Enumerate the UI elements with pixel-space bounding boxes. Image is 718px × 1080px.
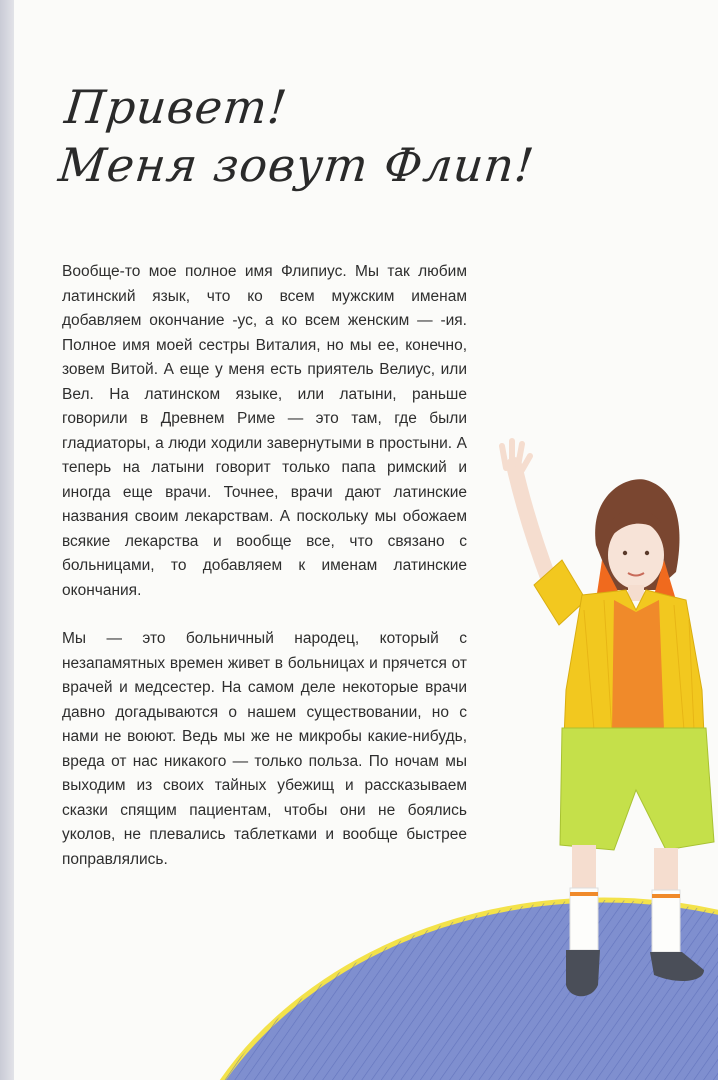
globe <box>164 900 718 1080</box>
title-line-2: Меня зовут Флип! <box>56 138 538 192</box>
girl-illustration <box>14 0 718 1080</box>
paragraph-1: Вообще-то мое полное имя Флипиус. Мы так любим латинский язык, что ко всем мужским именам добавляем окончание -ус, а ко всем женским — -ия. Полное имя моей сестры Виталия, но мы ее, конечно, зовем Витой. А еще у меня есть приятель Велиус, или Вел. На латинском языке, или латыни, раньше говорили в Древнем Риме — это там, где были гладиаторы, а люди ходили завернутыми в простыни. А теперь на латыни говорит только папа римский и иногда еще врачи. Точнее, врачи дают латинские названия своим лекарствам. А поскольку мы обожаем всякие лекарства и вообще все, что связано с больницами, то добавляем к именам латинские окончания. <box>62 263 467 599</box>
book-page <box>14 0 718 1080</box>
title-line-1: Привет! <box>62 80 291 134</box>
paragraph-2: Мы — это больничный народец, который с незапамятных времен живет в больницах и прячется от врачей и медсестер. На самом деле некоторые врачи давно догадываются о нашем существовании, но с нами не воюют. Ведь мы же не микробы какие-нибудь, вреда от нас никакого — только польза. По ночам мы выходим из своих тайных убежищ и рассказываем сказки спящим пациентам, чтобы они не боялись уколов, не плевались таблетками и вообще быстрее поправлялись. <box>62 630 467 868</box>
